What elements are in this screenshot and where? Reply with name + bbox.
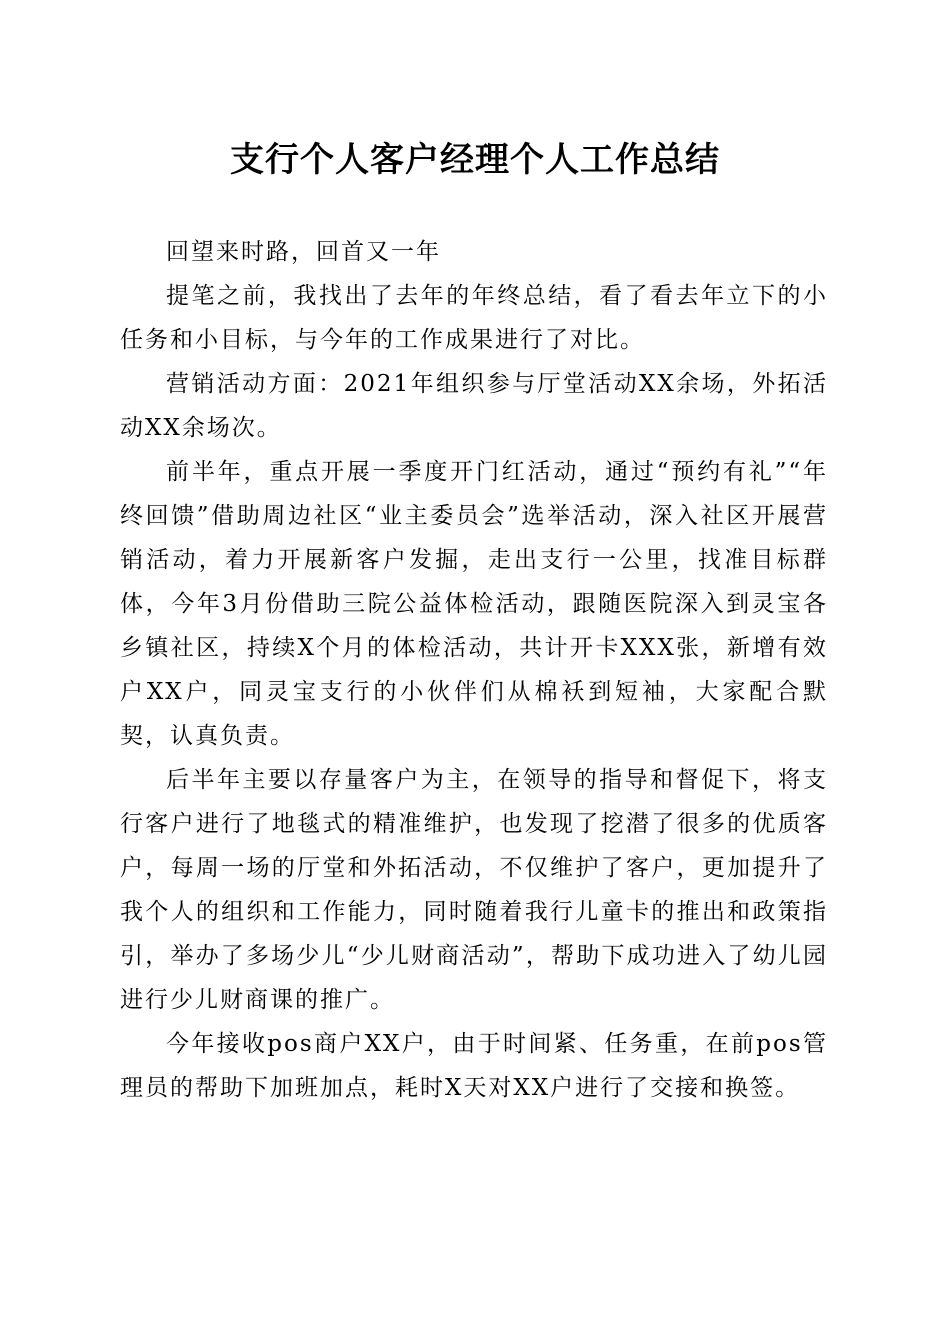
paragraph-marketing-summary: 营销活动方面：2021年组织参与厅堂活动XX余场，外拓活动XX余场次。 (120, 371, 828, 441)
paragraph-review: 提笔之前，我找出了去年的年终总结，看了看去年立下的小任务和小目标，与今年的工作成果进行了对比。 (120, 283, 828, 353)
paragraph-second-half: 后半年主要以存量客户为主，在领导的指导和督促下，将支行客户进行了地毯式的精准维护，也发现了挖潜了很多的优质客户，每周一场的厅堂和外拓活动，不仅维护了客户，更加提升了我个人的组织和工作能力，同时随着我行儿童卡的推出和政策指引，举办了多场少儿“少儿财商活动”，帮助下成功进入了幼儿园进行少儿财商课的推广。 (120, 767, 828, 1013)
paragraph-intro: 回望来时路，回首又一年 (166, 239, 441, 265)
document-body (120, 230, 828, 1110)
paragraph-pos-merchants: 今年接收pos商户XX户，由于时间紧、任务重，在前pos管理员的帮助下加班加点，耗时X天对XX户进行了交接和换签。 (120, 1031, 828, 1101)
document-title: 支行个人客户经理个人工作总结 (230, 140, 720, 180)
paragraph-first-half: 前半年，重点开展一季度开门红活动，通过“预约有礼”“年终回馈”借助周边社区“业主委员会”选举活动，深入社区开展营销活动，着力开展新客户发掘，走出支行一公里，找准目标群体，今年3月份借助三院公益体检活动，跟随医院深入到灵宝各乡镇社区，持续X个月的体检活动，共计开卡XXX张，新增有效户XX户，同灵宝支行的小伙伴们从棉袄到短袖，大家配合默契，认真负责。 (120, 459, 828, 749)
